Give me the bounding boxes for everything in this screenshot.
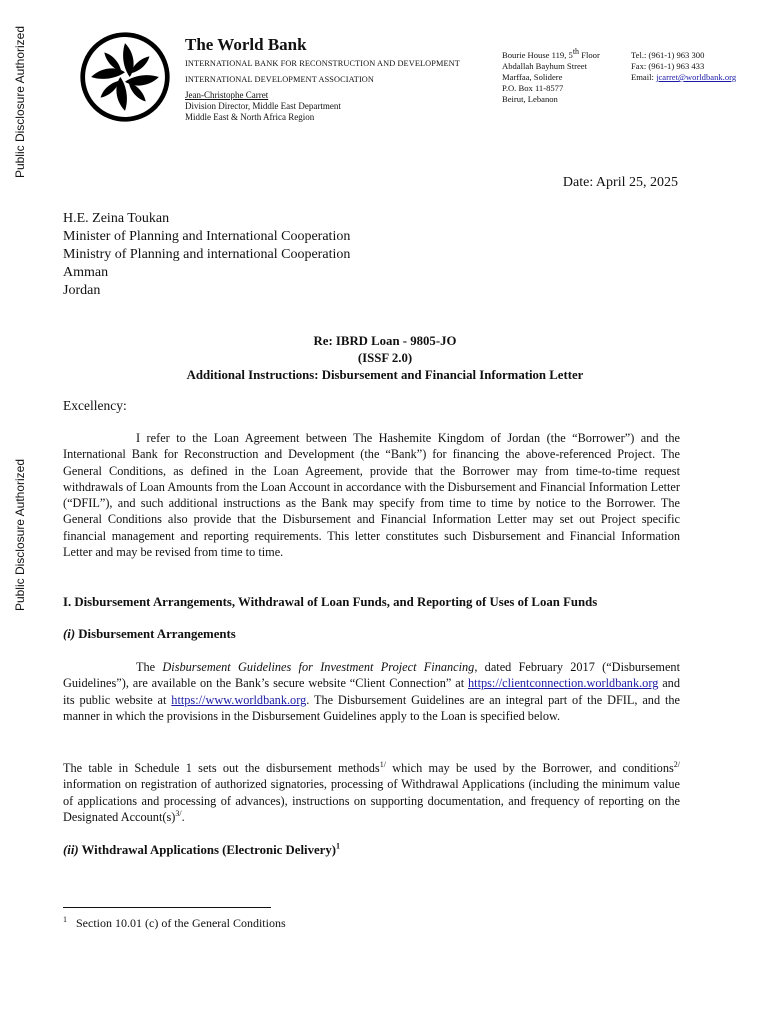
section-heading-disbursement: I. Disbursement Arrangements, Withdrawal of Loan Funds, and Reporting of Uses of Loan Funds [63, 595, 598, 609]
recipient-block [63, 210, 350, 300]
letterhead-address [502, 47, 600, 105]
worldbank-link[interactable]: https://www.worldbank.org [171, 692, 307, 707]
signatory-title: Division Director, Middle East Department [185, 101, 341, 111]
subheading-disbursement-arrangements: (i) Disbursement Arrangements [63, 627, 236, 641]
org-line-ida: INTERNATIONAL DEVELOPMENT ASSOCIATION [185, 75, 374, 84]
address-line-4: P.O. Box 11-8577 [502, 83, 564, 93]
letter-date: Date: April 25, 2025 [562, 175, 678, 190]
contact-tel: Tel.: (961-1) 963 300 [631, 50, 705, 60]
contact-fax: Fax: (961-1) 963 433 [631, 61, 705, 71]
contact-email-row: Email: jcarret@worldbank.org [631, 72, 737, 82]
signatory-region: Middle East & North Africa Region [185, 112, 315, 122]
address-line-3: Marffaa, Solidere [502, 72, 563, 82]
client-connection-link[interactable]: https://clientconnection.worldbank.org [468, 676, 659, 691]
recipient-name: H.E. Zeina Toukan [63, 211, 170, 226]
address-line-5: Beirut, Lebanon [502, 94, 558, 104]
footnote: $^1$ Section 10.01 (c) of the General Conditions [63, 915, 286, 930]
recipient-title: Minister of Planning and International Cooperation [63, 229, 351, 244]
world-bank-logo [78, 30, 172, 124]
email-link[interactable]: jcarret@worldbank.org [656, 72, 737, 82]
guidelines-title: Disbursement Guidelines for Investment Project Financing [162, 660, 475, 674]
org-line-ibrd: INTERNATIONAL BANK FOR RECONSTRUCTION AND DEVELOPMENT [185, 59, 460, 68]
salutation: Excellency: [63, 398, 127, 413]
address-line-1: Bourie House 119, 5th Floor [502, 47, 600, 60]
letterhead-contact [631, 50, 736, 83]
paragraph-intro: I refer to the Loan Agreement between The Hashemite Kingdom of Jordan (the “Borrower”) and the International Bank for Reconstruction and Development (the “Bank”) for financing the above-referenced Project. The General Conditions, as defined in the Loan Agreement, provide that the Borrower may from time-to-time request withdrawals of Loan Amounts from the Loan Account in accordance with the Disbursement and Financial Information Letter (“DFIL”), and such additional instructions as the Bank may specify from time to time by notice to the Borrower. The General Conditions also provide that the Disbursement and Financial Information Letter may set out Project specific financial management and reporting requirements. This letter constitutes such Disbursement and Financial Information Letter and may be revised from time to time. [63, 431, 680, 560]
letterhead-org [185, 35, 460, 123]
subject-loan: Re: IBRD Loan - 9805-JO [313, 334, 457, 348]
org-name: The World Bank [185, 35, 307, 54]
subheading-withdrawal-applications: (ii) Withdrawal Applications (Electronic Delivery)$^1$ [63, 841, 340, 857]
signatory-name: Jean-Christophe Carret [185, 90, 269, 100]
subject-issf: (ISSF 2.0) [357, 351, 413, 365]
footnote-divider [63, 907, 271, 908]
recipient-country: Jordan [63, 283, 101, 298]
subject-title: Additional Instructions: Disbursement and Financial Information Letter [186, 368, 584, 382]
disclosure-label-middle: Public Disclosure Authorized [13, 458, 27, 612]
subject-block [63, 333, 707, 384]
recipient-city: Amman [63, 265, 109, 280]
paragraph-guidelines: The Disbursement Guidelines for Investment Project Financing, dated February 2017 (“Disbursement Guidelines”), are available on the Bank’s secure website “Client Connection” at https://clientconnection.worldbank.org and its public website at https://www.worldbank.org. The Disbursement Guidelines are an integral part of the DFIL, and the manner in which the provisions in the Disbursement Guidelines apply to the Loan is specified below. [63, 660, 680, 723]
disclosure-label-top: Public Disclosure Authorized [13, 25, 27, 179]
recipient-ministry: Ministry of Planning and international Cooperation [63, 247, 351, 262]
address-line-2: Abdallah Bayhum Street [502, 61, 587, 71]
paragraph-schedule: The table in Schedule 1 sets out the disbursement methods$^{1/}$ which may be used by the Borrower, and conditions$^{2/}$ information on registration of authorized signatories, processing of Withdrawal Applications (including the minimum value of applications and processing of advances), instructions on supporting documentation, and frequency of reporting on the Designated $Account(s)^{3/}$. [63, 759, 680, 824]
